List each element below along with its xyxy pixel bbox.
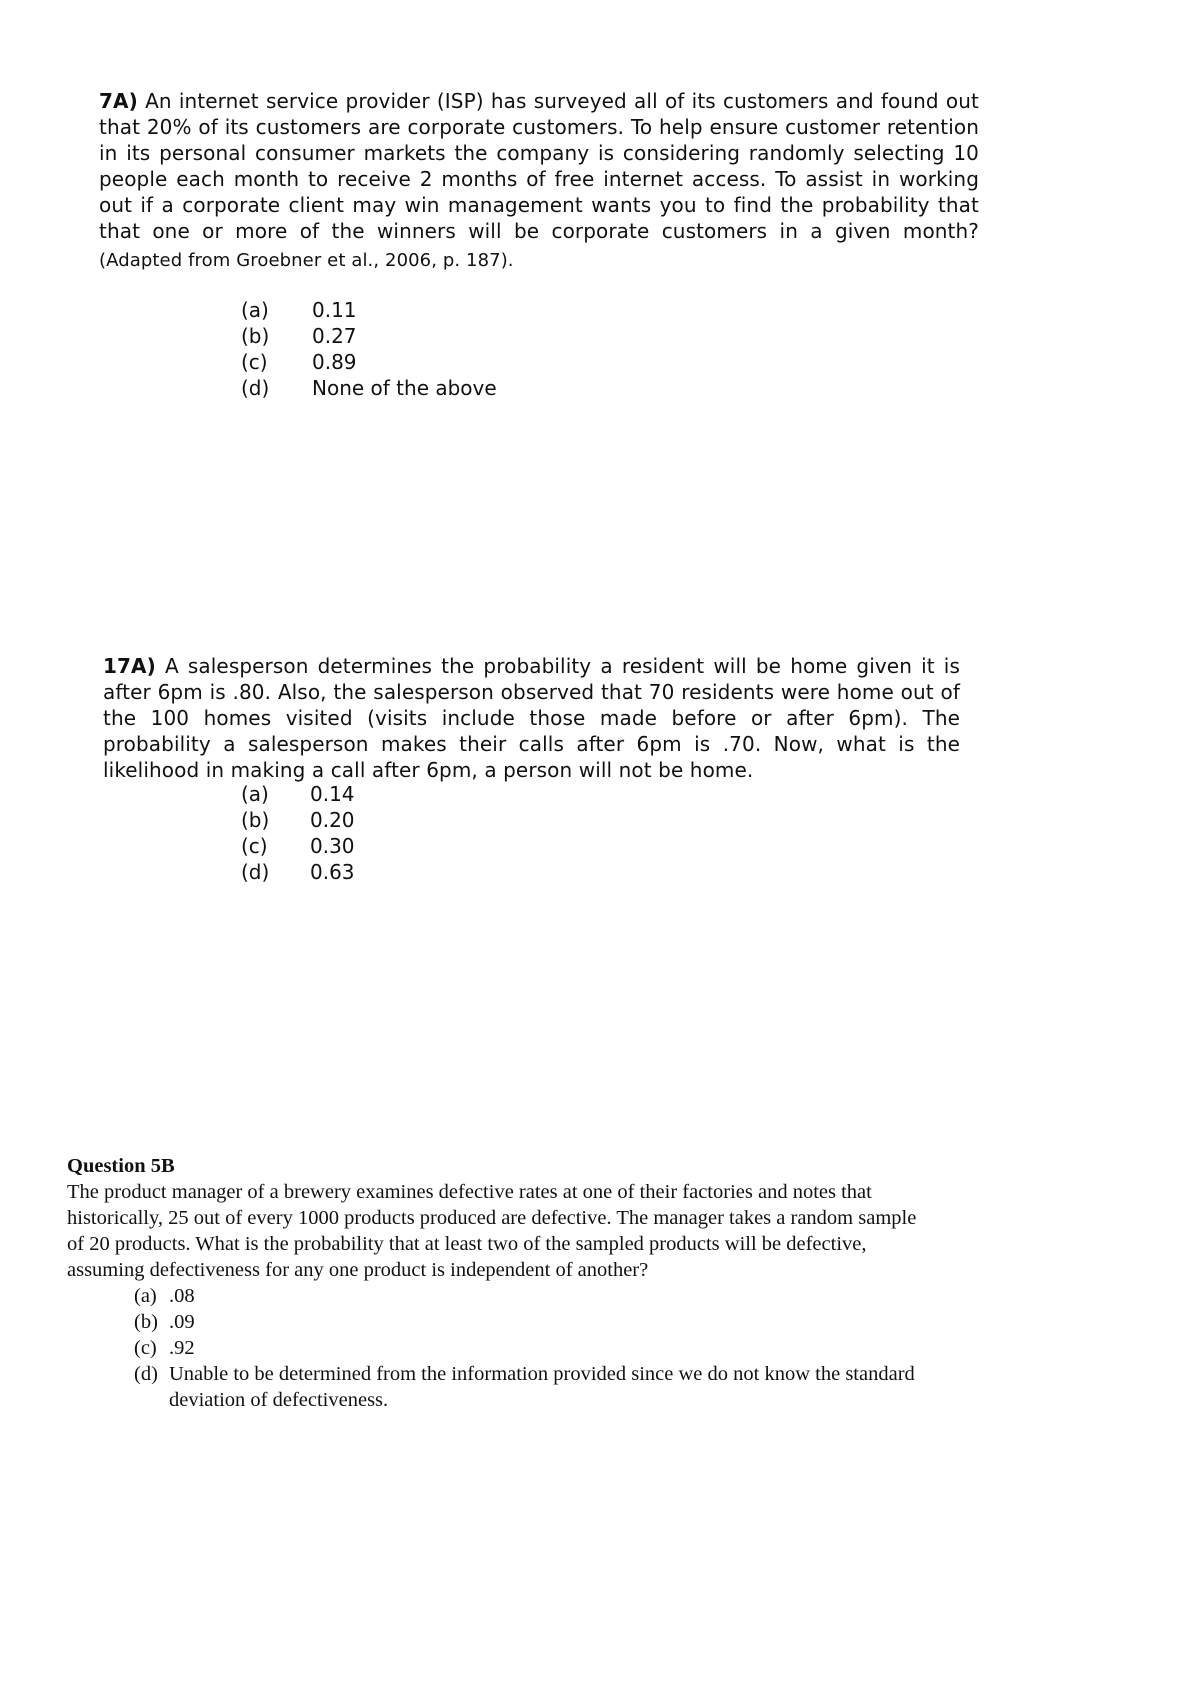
question-7a <box>99 88 979 274</box>
option-label: (c) <box>134 1337 157 1359</box>
option-label: (d) <box>134 1363 158 1385</box>
option-17a-c[interactable] <box>241 833 355 859</box>
option-text: Unable to be determined from the information provided since we do not know the standard deviation of defectiveness. <box>169 1363 915 1411</box>
option-label: (b) <box>134 1311 158 1333</box>
option-17a-b[interactable] <box>241 807 355 833</box>
option-text: 0.14 <box>310 782 355 806</box>
option-17a-a[interactable] <box>241 781 355 807</box>
option-7a-c[interactable] <box>241 349 497 375</box>
option-text: .09 <box>169 1311 195 1333</box>
question-17a-number: 17A) <box>103 654 156 678</box>
question-7a-citation: (Adapted from Groebner et al., 2006, p. 187). <box>99 250 514 271</box>
option-label: (b) <box>241 324 270 348</box>
question-7a-number: 7A) <box>99 89 138 113</box>
option-text: 0.27 <box>312 324 357 348</box>
option-17a-d[interactable] <box>241 859 355 885</box>
option-label: (c) <box>241 834 268 858</box>
option-text: 0.11 <box>312 298 357 322</box>
option-label: (c) <box>241 350 268 374</box>
question-7a-options <box>241 297 497 401</box>
option-text: 0.89 <box>312 350 357 374</box>
question-5b-options <box>134 1283 924 1413</box>
question-7a-body <box>99 88 979 274</box>
question-17a-text: A salesperson determines the probability a resident will be home given it is after 6pm is .80. Also, the salesperson observed that 70 residents were home out of the 100 homes visited (visits include those made before or after 6pm). The probability a salesperson makes their calls after 6pm is .70. Now, what is the likelihood in making a call after 6pm, a person will not be home. <box>103 654 960 782</box>
option-label: (d) <box>241 860 270 884</box>
option-label: (a) <box>241 782 269 806</box>
option-5b-d[interactable] <box>134 1361 924 1413</box>
option-text: .08 <box>169 1285 195 1307</box>
option-5b-c[interactable] <box>134 1335 924 1361</box>
option-label: (d) <box>241 376 270 400</box>
option-label: (b) <box>241 808 270 832</box>
question-5b-title: Question 5B <box>67 1155 175 1177</box>
option-5b-b[interactable] <box>134 1309 924 1335</box>
question-17a-body <box>103 653 960 783</box>
option-text: None of the above <box>312 376 497 400</box>
option-text: .92 <box>169 1337 195 1359</box>
option-text: 0.30 <box>310 834 355 858</box>
question-17a <box>103 653 960 783</box>
option-text: 0.63 <box>310 860 355 884</box>
question-17a-options <box>241 781 355 885</box>
option-7a-b[interactable] <box>241 323 497 349</box>
option-7a-a[interactable] <box>241 297 497 323</box>
option-5b-a[interactable] <box>134 1283 924 1309</box>
question-5b <box>67 1153 937 1283</box>
question-5b-text: The product manager of a brewery examines defective rates at one of their factories and notes that historically, 25 out of every 1000 products produced are defective. The manager takes a random sample of 20 products. What is the probability that at least two of the sampled products will be defective, assuming defectiveness for any one product is independent of another? <box>67 1181 917 1281</box>
option-text: 0.20 <box>310 808 355 832</box>
question-7a-text: An internet service provider (ISP) has surveyed all of its customers and found out that 20% of its customers are corporate customers. To help ensure customer retention in its personal consumer markets the company is considering randomly selecting 10 people each month to receive 2 months of free internet access. To assist in working out if a corporate client may win management wants you to find the probability that that one or more of the winners will be corporate customers in a given month? <box>99 89 979 243</box>
option-label: (a) <box>241 298 269 322</box>
option-7a-d[interactable] <box>241 375 497 401</box>
option-label: (a) <box>134 1285 157 1307</box>
